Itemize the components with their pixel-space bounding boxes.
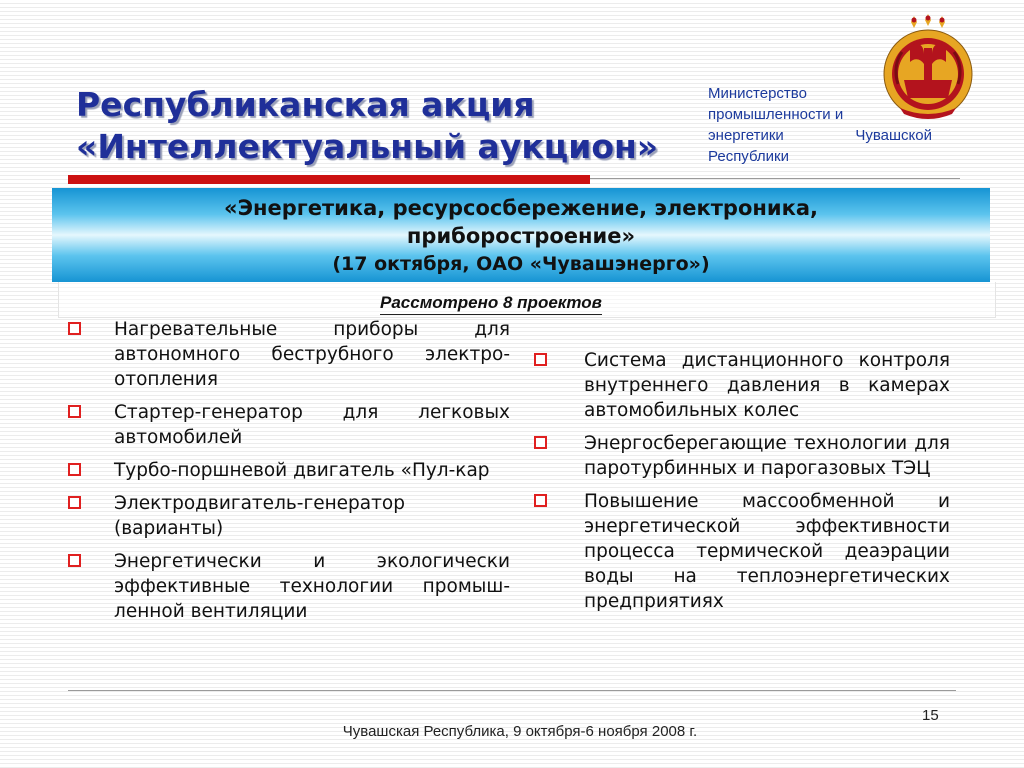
square-bullet-icon bbox=[534, 436, 547, 449]
list-item bbox=[534, 489, 950, 614]
topic-banner bbox=[52, 188, 990, 282]
banner-line-2: приборостроение» bbox=[406, 224, 636, 248]
right-project-list bbox=[534, 348, 950, 622]
slide-title-line-1: Республиканская акция bbox=[76, 85, 535, 124]
square-bullet-icon bbox=[534, 494, 547, 507]
ministry-line-1: Министерство bbox=[708, 85, 807, 102]
list-item bbox=[68, 491, 510, 541]
left-project-list bbox=[68, 317, 510, 632]
list-item bbox=[534, 348, 950, 423]
square-bullet-icon bbox=[68, 554, 81, 567]
ministry-line-2: промышленности и bbox=[708, 106, 844, 123]
list-item-text: Энергетически и экологически эффективные технологии промыш-ленной вентиляции bbox=[114, 551, 510, 622]
chuvash-emblem-icon bbox=[880, 14, 976, 122]
list-item-text: Электродвигатель-генератор (варианты) bbox=[114, 493, 405, 539]
list-item bbox=[68, 400, 510, 450]
list-item-text: Нагревательные приборы для автономного беструбного электро-отопления bbox=[114, 319, 510, 390]
list-item-text: Стартер-генератор для легковых автомобилей bbox=[114, 402, 510, 448]
footer-rule bbox=[68, 690, 956, 691]
list-item-text: Турбо-поршневой двигатель «Пул-кар bbox=[114, 460, 490, 481]
list-item bbox=[68, 317, 510, 392]
list-item-text: Энергосберегающие технологии для паротурбинных и парогазовых ТЭЦ bbox=[584, 433, 950, 479]
header-red-rule bbox=[68, 175, 590, 184]
header-thin-rule bbox=[590, 178, 960, 179]
emblem-graphic bbox=[880, 14, 976, 122]
square-bullet-icon bbox=[68, 496, 81, 509]
list-item-text: Система дистанционного контроля внутреннего давления в камерах автомобильных колес bbox=[584, 350, 950, 421]
page-number: 15 bbox=[922, 707, 939, 724]
banner-line-3: (17 октября, ОАО «Чувашэнерго») bbox=[332, 253, 710, 275]
square-bullet-icon bbox=[534, 353, 547, 366]
list-item-text: Повышение массообменной и энергетической эффективности процесса термической деаэрации воды на теплоэнергетических предприятиях bbox=[584, 491, 950, 612]
ministry-line-3-b: Чувашской bbox=[855, 127, 932, 144]
footer-text: Чувашская Республика, 9 октября-6 ноября 2008 г. bbox=[342, 723, 698, 740]
ministry-line-3-a: энергетики bbox=[708, 127, 784, 144]
list-item bbox=[68, 458, 510, 483]
ministry-line-3 bbox=[708, 125, 932, 146]
reviewed-projects-count: Рассмотрено 8 проектов bbox=[380, 292, 602, 315]
square-bullet-icon bbox=[68, 405, 81, 418]
banner-line-1: «Энергетика, ресурсосбережение, электроника, bbox=[224, 196, 818, 220]
list-item bbox=[534, 431, 950, 481]
square-bullet-icon bbox=[68, 322, 81, 335]
square-bullet-icon bbox=[68, 463, 81, 476]
ministry-line-4: Республики bbox=[708, 148, 789, 165]
slide-title bbox=[76, 84, 696, 168]
slide-title-line-2: «Интеллектуальный аукцион» bbox=[76, 127, 659, 166]
list-item bbox=[68, 549, 510, 624]
